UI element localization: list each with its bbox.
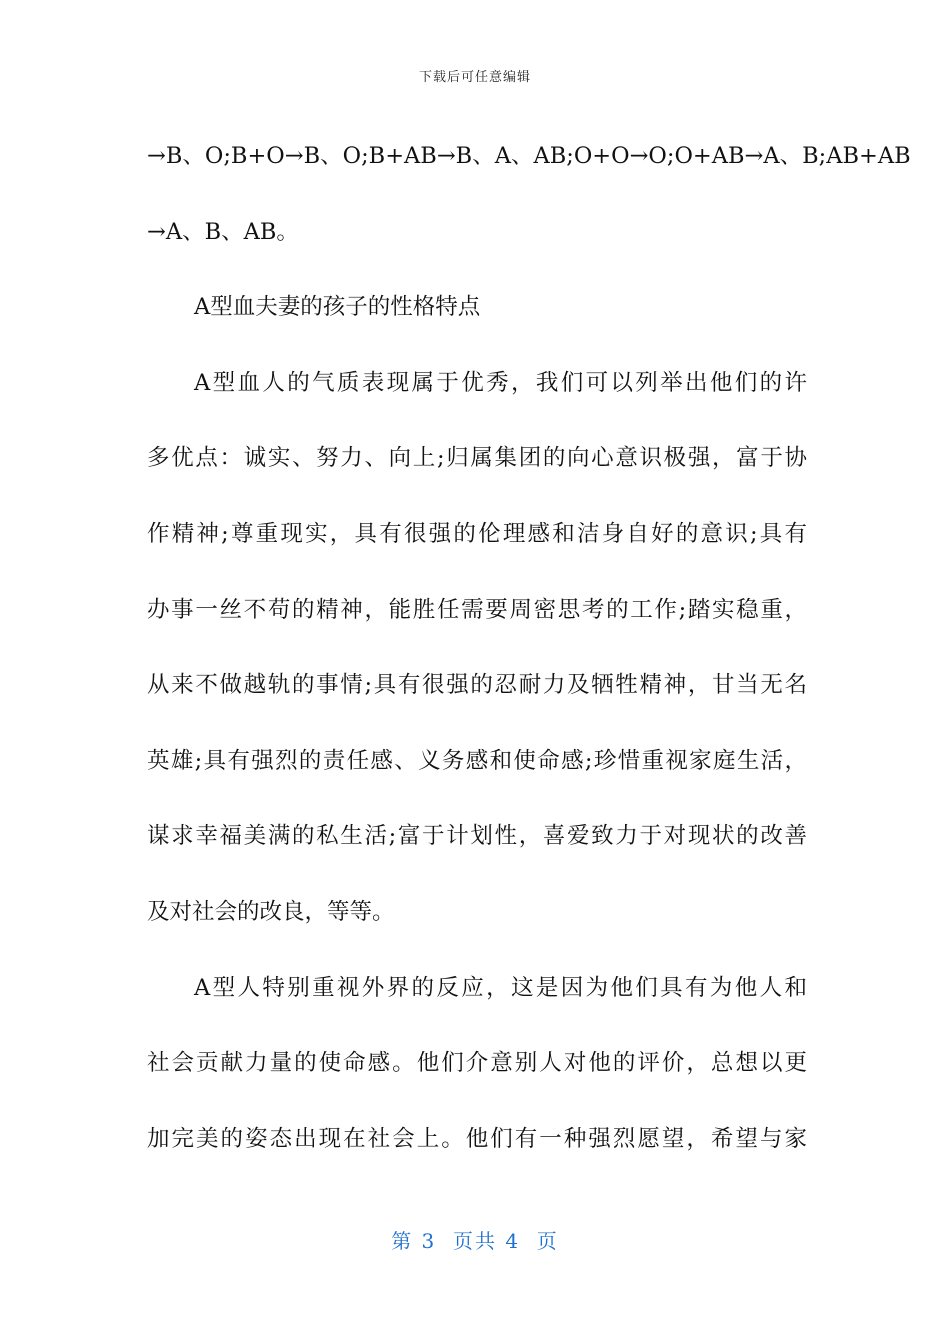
text-line: →B、O;B+O→B、O;B+AB→B、A、AB;O+O→O;O+AB→A、B;AB+AB <box>147 143 911 169</box>
text-line: 社会贡献力量的使命感。他们介意别人对他的评价，总想以更 <box>147 1050 807 1077</box>
text-line: 从来不做越轨的事情;具有很强的忍耐力及牺牲精神，甘当无名 <box>147 672 807 699</box>
text-line: A型血人的气质表现属于优秀，我们可以列举出他们的许 <box>194 369 807 396</box>
text-line: 及对社会的改良，等等。 <box>147 898 395 925</box>
document-body <box>147 119 911 1177</box>
text-line: A型人特别重视外界的反应，这是因为他们具有为他人和 <box>194 974 807 1001</box>
page-footer: 第 3 页共 4 页 <box>391 1229 559 1253</box>
text-line: 谋求幸福美满的私生活;富于计划性，喜爱致力于对现状的改善 <box>147 823 807 850</box>
text-line: 多优点：诚实、努力、向上;归属集团的向心意识极强，富于协 <box>147 445 807 472</box>
page-header: 下载后可任意编辑 <box>418 70 531 85</box>
text-line: 英雄;具有强烈的责任感、义务感和使命感;珍惜重视家庭生活， <box>147 747 807 774</box>
text-line: →A、B、AB。 <box>147 218 299 245</box>
text-line: 加完美的姿态出现在社会上。他们有一种强烈愿望，希望与家 <box>147 1125 807 1152</box>
section-heading: A型血夫妻的孩子的性格特点 <box>194 294 481 321</box>
text-line: 作精神;尊重现实，具有很强的伦理感和洁身自好的意识;具有 <box>147 520 807 547</box>
text-line: 办事一丝不苟的精神，能胜任需要周密思考的工作;踏实稳重， <box>147 596 807 623</box>
